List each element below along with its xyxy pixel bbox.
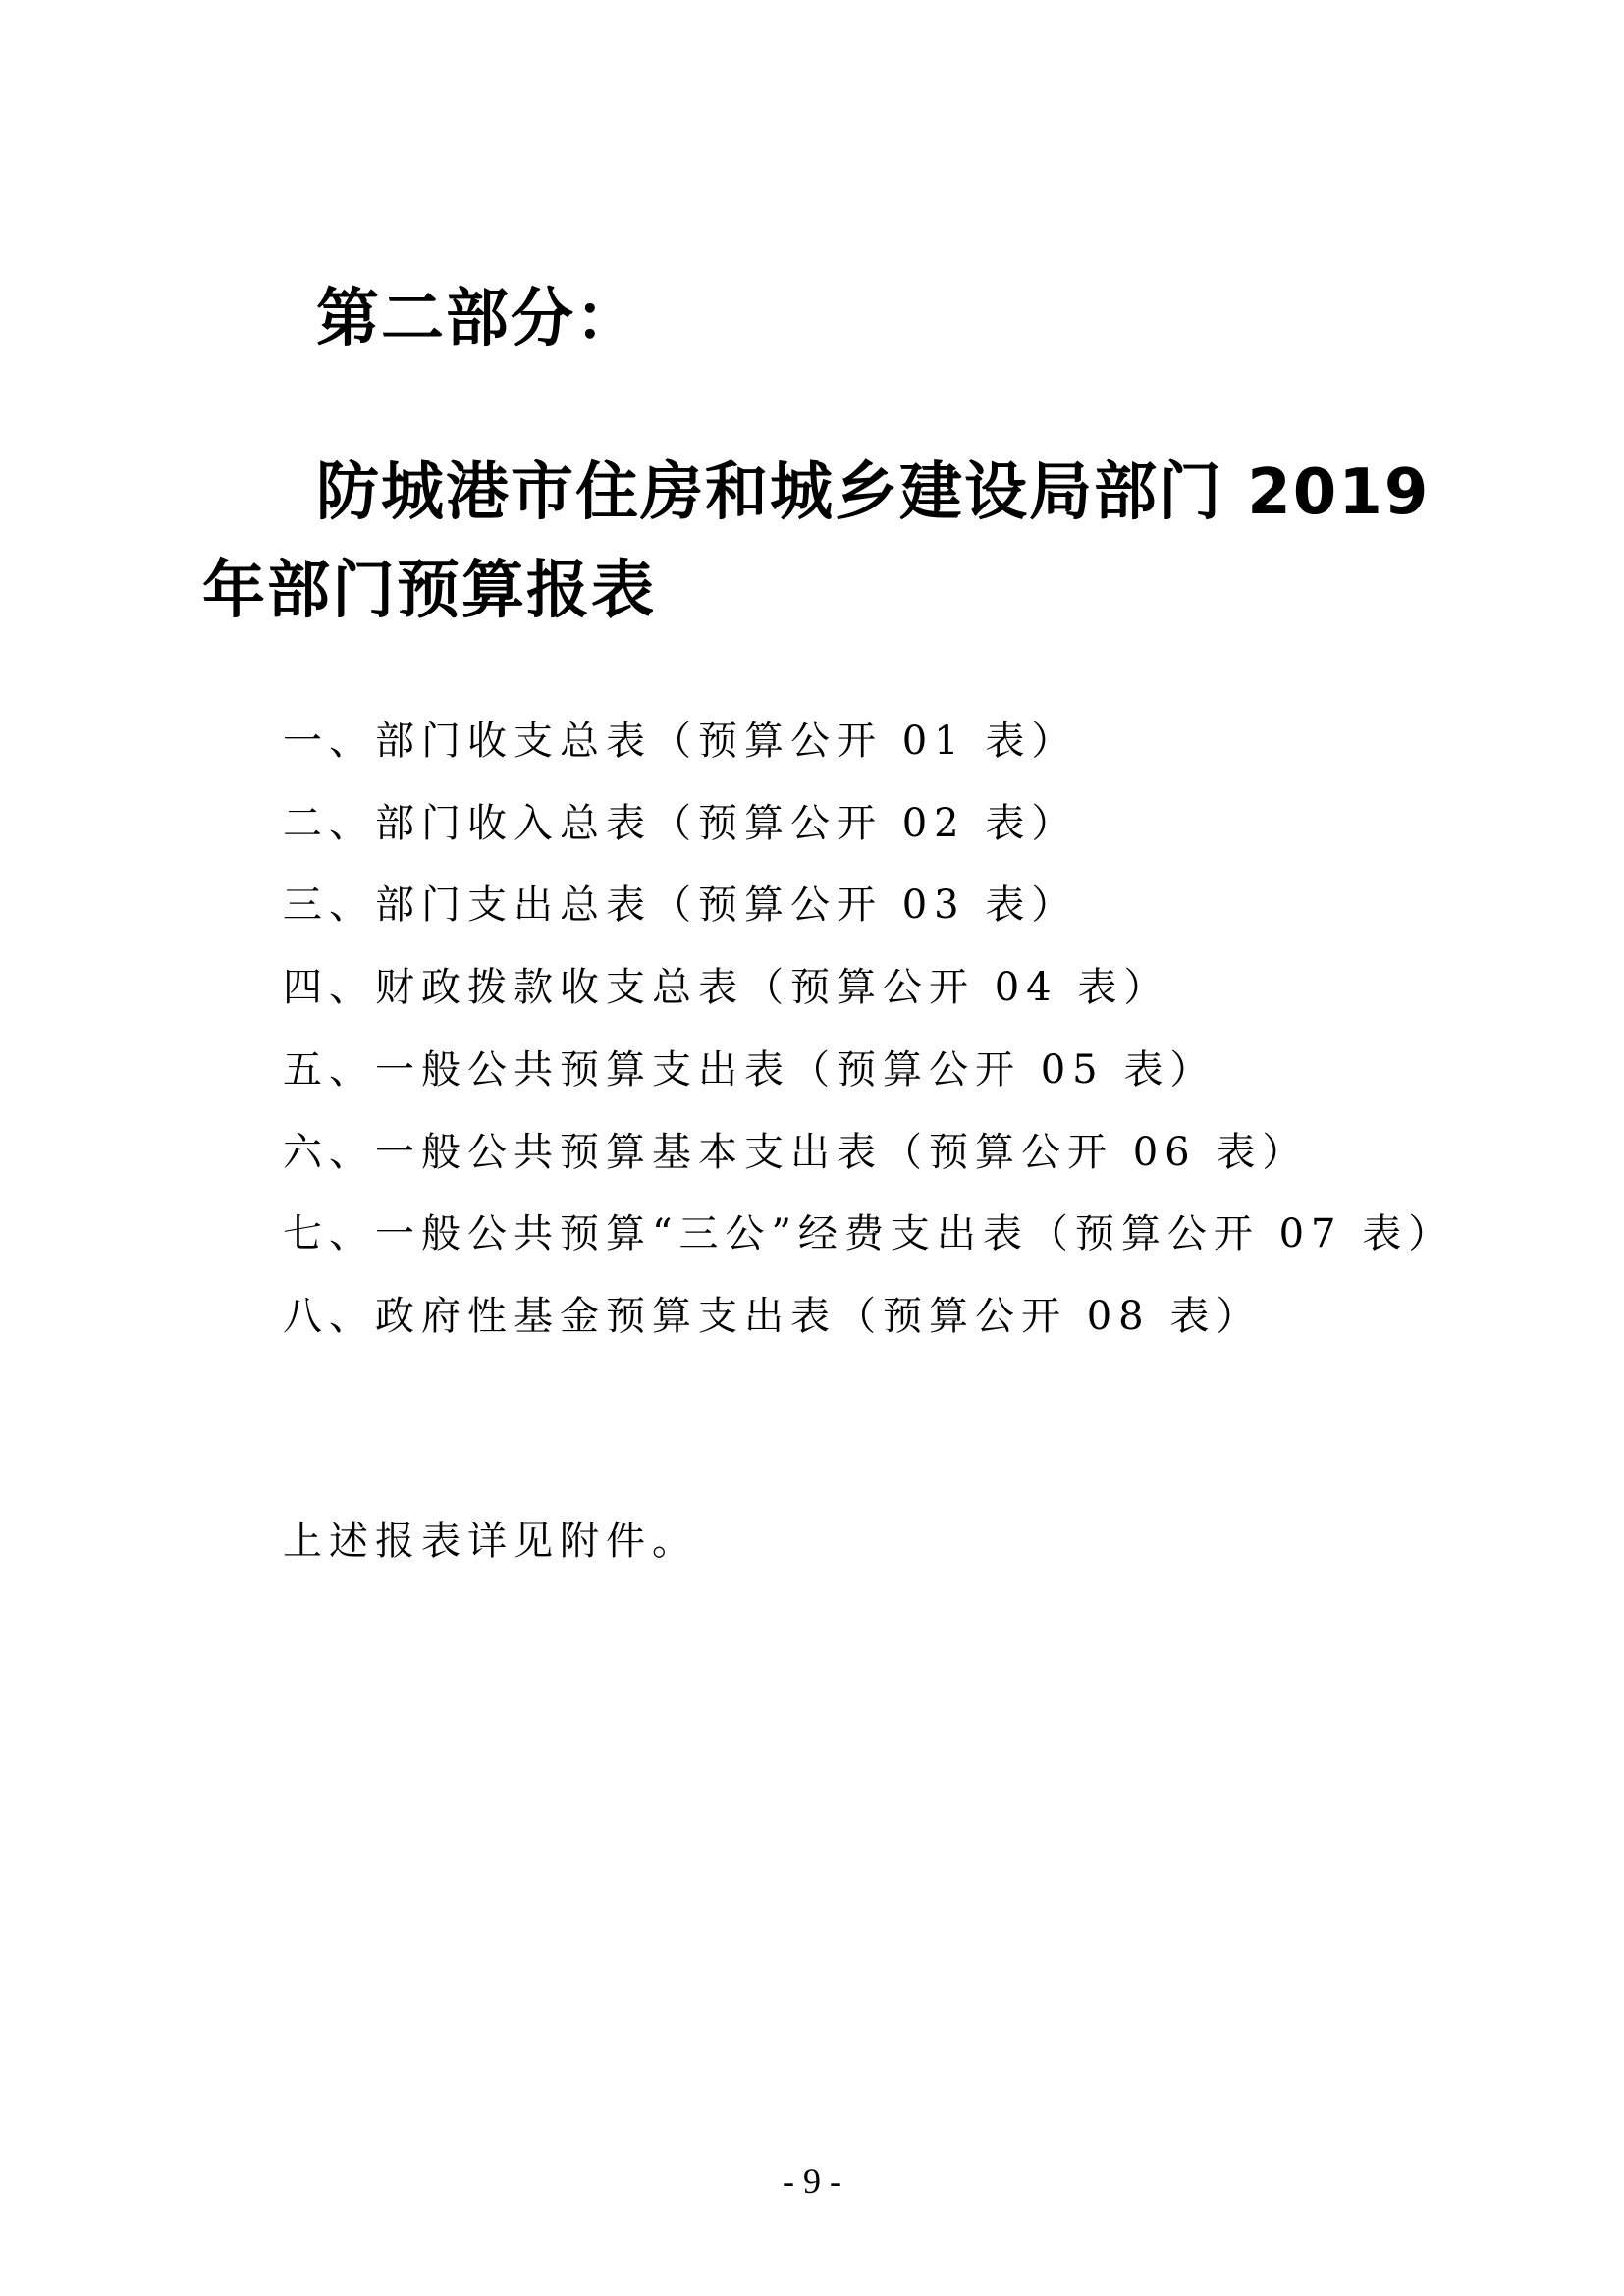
toc-item: 八、政府性基金预算支出表（预算公开 08 表） [283,1293,1263,1339]
toc-item: 四、财政拨款收支总表（预算公开 04 表） [283,965,1170,1011]
toc-item: 五、一般公共预算支出表（预算公开 05 表） [283,1046,1217,1093]
toc-item: 七、一般公共预算“三公”经费支出表（预算公开 07 表） [283,1211,1455,1257]
table-of-contents [283,701,1510,1359]
document-title: 防城港市住房和城乡建设局部门 2019 年部门预算报表 [202,456,1431,627]
toc-item: 二、部门收入总表（预算公开 02 表） [283,800,1078,846]
toc-item: 三、部门支出总表（预算公开 03 表） [283,882,1078,929]
section-heading: 第二部分： [316,283,640,355]
attachment-note: 上述报表详见附件。 [283,1519,698,1564]
toc-item: 六、一般公共预算基本支出表（预算公开 06 表） [283,1129,1309,1175]
toc-item: 一、部门收支总表（预算公开 01 表） [283,719,1078,764]
page-number: - 9 - [783,2162,841,2201]
